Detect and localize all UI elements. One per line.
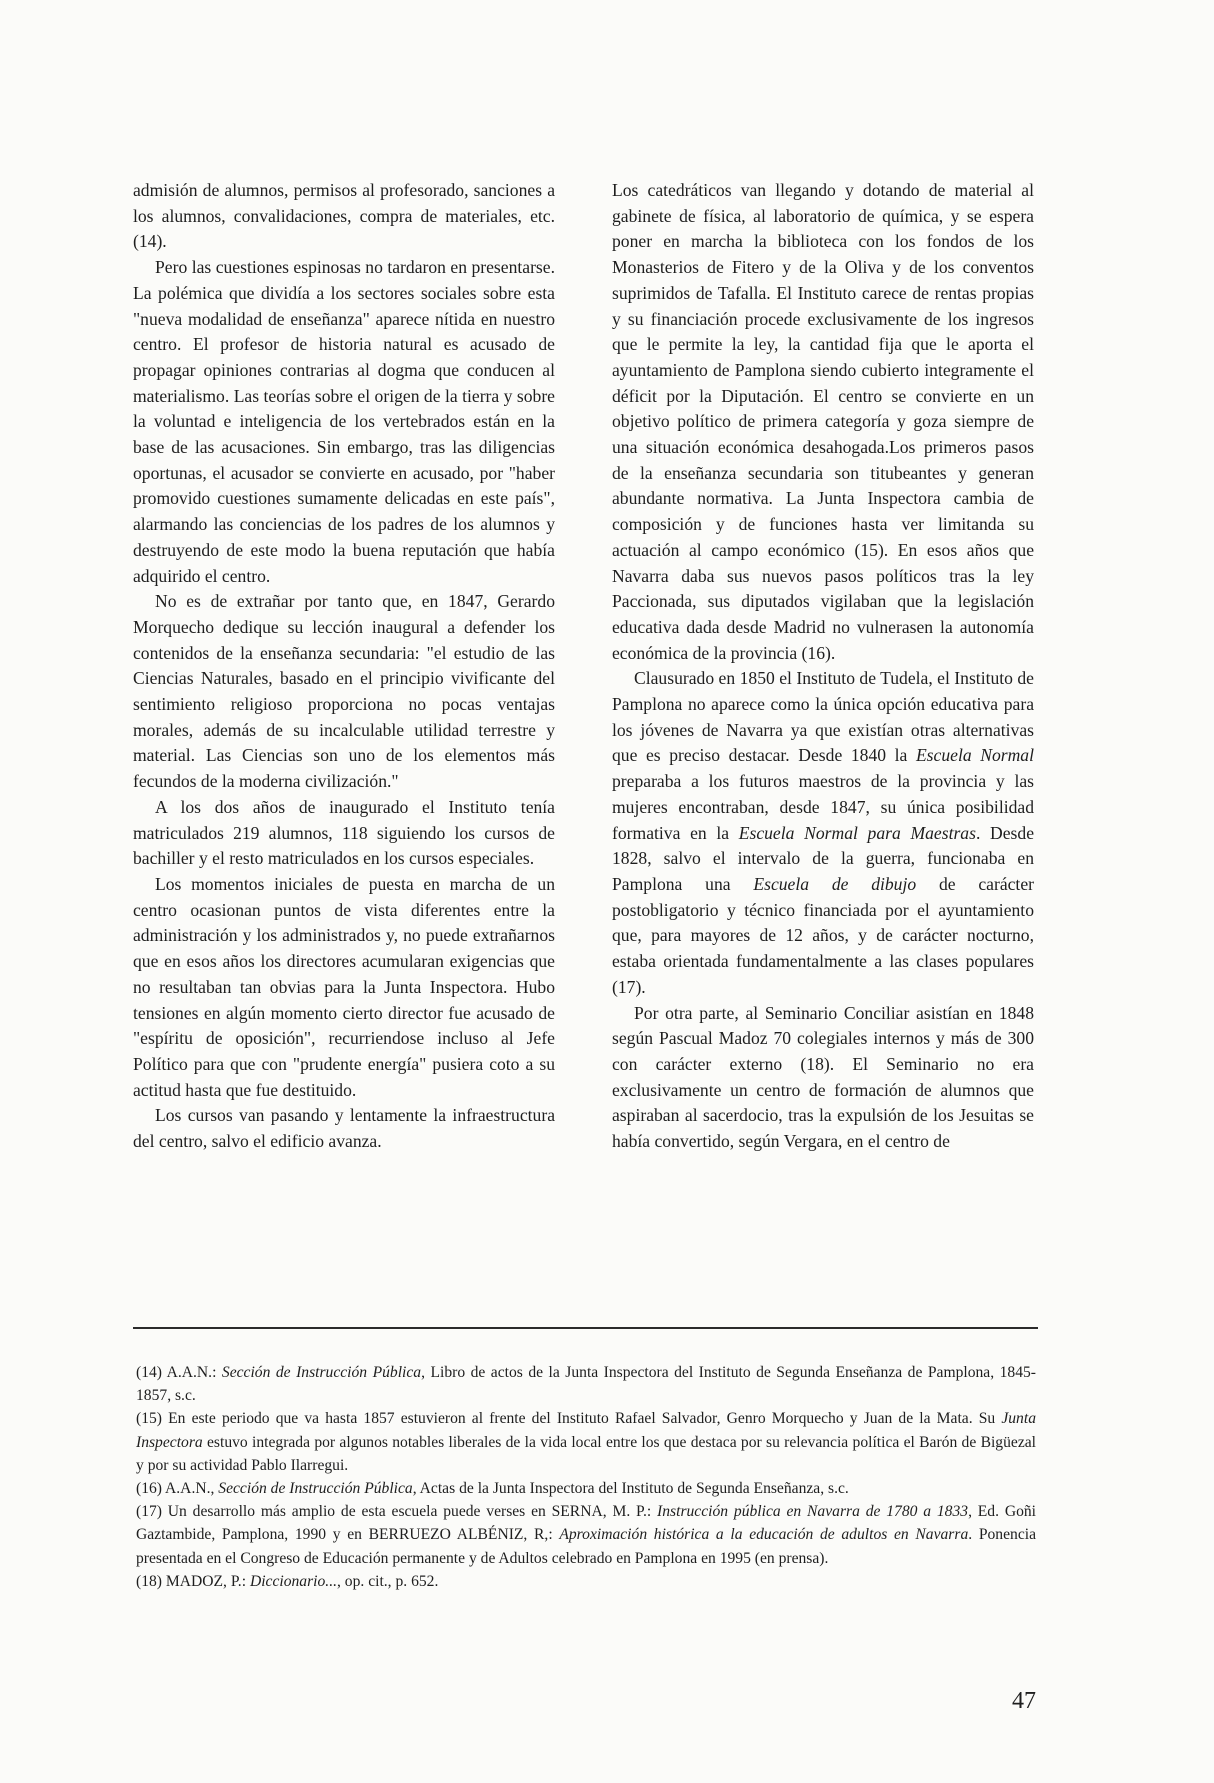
paragraph: Los cursos van pasando y lentamente la infraestructura del centro, salvo el edificio avanza.	[133, 1105, 555, 1152]
right-column	[612, 178, 1034, 1155]
paragraph: admisión de alumnos, permisos al profesorado, sanciones a los alumnos, convalidaciones, compra de materiales, etc. (14).	[133, 180, 555, 252]
paragraph: Los catedráticos van llegando y dotando de material al gabinete de física, al laboratorio de química, y se espera poner en marcha la biblioteca con los fondos de los Monasterios de Fitero y de la Oliva y de los conventos suprimidos de Tafalla. El Instituto carece de rentas propias y su financiación procede exclusivamente de los ingresos que le permite la ley, la cantidad fija que le aporta el ayuntamiento de Pamplona siendo cubierto integramente el déficit por la Diputación. El centro se convierte en un objetivo político de primera categoría y goza siempre de una situación económica desahogada.Los primeros pasos de la enseñanza secundaria son titubeantes y generan abundante normativa. La Junta Inspectora cambia de composición y de funciones hasta ver limitanda su actuación al campo económico (15). En esos años que Navarra daba sus nuevos pasos políticos tras la ley Paccionada, sus diputados vigilaban que la legislación educativa dada desde Madrid no vulnerasen la autonomía económica de la provincia (16).	[612, 180, 1034, 663]
footnote-14: (14) A.A.N.: Sección de Instrucción Pública, Libro de actos de la Junta Inspectora del Instituto de Segunda Enseñanza de Pamplona, 1845-1857, s.c.	[136, 1364, 1036, 1405]
paragraph: No es de extrañar por tanto que, en 1847, Gerardo Morquecho dedique su lección inaugural a defender los contenidos de la enseñanza secundaria: "el estudio de las Ciencias Naturales, basado en el principio vivificante del sentimiento religioso proporciona no pocas ventajas morales, además de su incalculable utilidad terrestre y material. Las Ciencias son uno de los elementos más fecundos de la moderna civilización."	[133, 591, 555, 792]
paragraph	[612, 666, 1034, 1000]
paragraph: Pero las cuestiones espinosas no tardaron en presentarse. La polémica que dividía a los sectores sociales sobre esta "nueva modalidad de enseñanza" aparece nítida en nuestro centro. El profesor de historia natural es acusado de propagar opiniones contrarias al dogma que conducen al materialismo. Las teorías sobre el origen de la tierra y sobre la voluntad e inteligencia de los vertebrados están en la base de las acusaciones. Sin embargo, tras las diligencias oportunas, el acusador se convierte en acusado, por "haber promovido cuestiones sumamente delicadas en este país", alarmando las conciencias de los padres de los alumnos y destruyendo de este modo la buena reputación que había adquirido el centro.	[133, 257, 555, 586]
text-run: preparaba a los futuros maestros de la provincia y las mujeres encontraban, desde 1847, su única posibilidad formativa en la	[612, 771, 1034, 843]
footnotes	[136, 1361, 1036, 1593]
text-run: de carácter postobligatorio y técnico financiada por el ayuntamiento que, para mayores de 12 años, y de carácter nocturno, estaba orientada fundamentalmente a las clases populares (17).	[612, 873, 1034, 997]
text-run: Clausurado en 1850 el Instituto de Tudela, el Instituto de Pamplona no aparece como la única opción educativa para los jóvenes de Navarra ya que existían otras alternativas que es preciso destacar. Desde 1840 la	[612, 668, 1034, 766]
paragraph: Los momentos iniciales de puesta en marcha de un centro ocasionan puntos de vista diferentes entre la administración y los administrados y, no puede extrañarnos que en esos años los directores acumularan exigencias que no resultaban tan obvias para la Junta Inspectora. Hubo tensiones en algún momento cierto director fue acusado de "espíritu de oposición", recurriendose incluso al Jefe Político para que con "prudente energía" pusiera coto a su actitud hasta que fue destituido.	[133, 873, 555, 1100]
footnote-16: (16) A.A.N., Sección de Instrucción Pública, Actas de la Junta Inspectora del Instituto de Segunda Enseñanza, s.c.	[136, 1480, 849, 1498]
italic-term: Escuela de dibujo	[753, 873, 917, 894]
paragraph: A los dos años de inaugurado el Instituto tenía matriculados 219 alumnos, 118 siguiendo los cursos de bachiller y el resto matriculados en los cursos especiales.	[133, 796, 555, 869]
footnote-17: (17) Un desarrollo más amplio de esta escuela puede verses en SERNA, M. P.: Instrucción pública en Navarra de 1780 a 1833, Ed. Goñi Gaztambide, Pamplona, 1990 y en BERRUEZO ALBÉNIZ, R,: Aproximación histórica a la educación de adultos en Navarra. Ponencia presentada en el Congreso de Educación permanente y de Adultos celebrado en Pamplona en 1995 (en prensa).	[136, 1503, 1037, 1567]
page-number: 47	[1012, 1688, 1036, 1714]
left-column	[133, 178, 555, 1155]
footnote-separator	[133, 1327, 1038, 1329]
footnote-15: (15) En este periodo que va hasta 1857 estuvieron al frente del Instituto Rafael Salvador, Genro Morquecho y Juan de la Mata. Su Junta Inspectora estuvo integrada por algunos notables liberales de la vida local entre los que destaca por su relevancia política el Barón de Bigüezal y por su actividad Pablo Ilarregui.	[136, 1410, 1036, 1474]
footnote-18: (18) MADOZ, P.: Diccionario..., op. cit., p. 652.	[136, 1572, 439, 1590]
text-run: . Desde 1828, salvo el intervalo de la guerra, funcionaba en Pamplona una	[612, 822, 1035, 894]
italic-term: Escuela Normal	[915, 745, 1034, 766]
paragraph: Por otra parte, al Seminario Conciliar asistían en 1848 según Pascual Madoz 70 colegiales internos y más de 300 con carácter externo (18). El Seminario no era exclusivamente un centro de formación de alumnos que aspiraban al sacerdocio, tras la expulsión de los Jesuitas se había convertido, según Vergara, en el centro de	[612, 1002, 1034, 1152]
italic-term: Escuela Normal para Maestras	[738, 822, 976, 843]
